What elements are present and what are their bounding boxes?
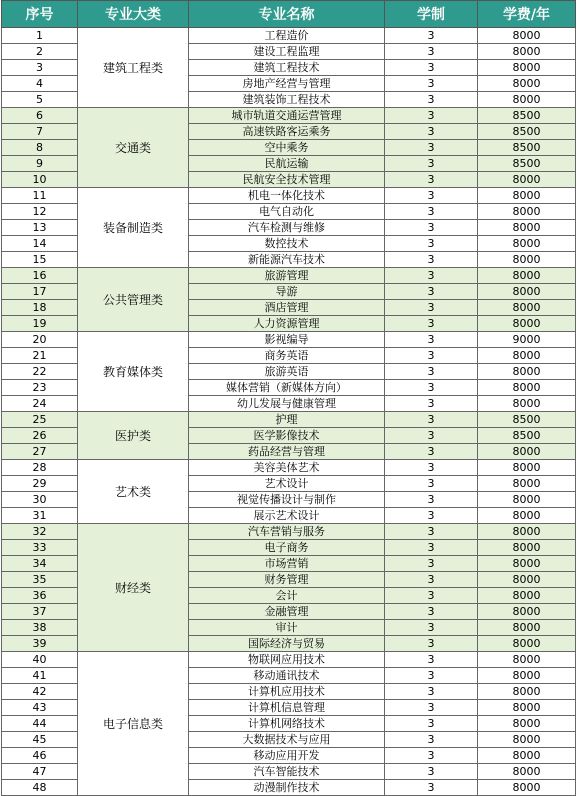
serial-no-cell: 15	[2, 252, 78, 268]
major-name-cell: 审计	[189, 620, 385, 636]
duration-cell: 3	[385, 572, 478, 588]
major-name-cell: 新能源汽车技术	[189, 252, 385, 268]
major-name-cell: 电子商务	[189, 540, 385, 556]
tuition-cell: 8000	[478, 172, 576, 188]
tuition-cell: 8000	[478, 188, 576, 204]
table-row	[2, 28, 576, 44]
table-row	[2, 268, 576, 284]
serial-no-cell: 24	[2, 396, 78, 412]
serial-no-cell: 48	[2, 780, 78, 796]
tuition-cell: 8000	[478, 716, 576, 732]
major-name-cell: 城市轨道交通运营管理	[189, 108, 385, 124]
tuition-cell: 8000	[478, 204, 576, 220]
tuition-cell: 8000	[478, 44, 576, 60]
serial-no-cell: 1	[2, 28, 78, 44]
tuition-cell: 8000	[478, 588, 576, 604]
tuition-cell: 8000	[478, 396, 576, 412]
major-name-cell: 艺术设计	[189, 476, 385, 492]
duration-cell: 3	[385, 684, 478, 700]
major-name-cell: 媒体营销（新媒体方向）	[189, 380, 385, 396]
duration-cell: 3	[385, 604, 478, 620]
major-name-cell: 汽车营销与服务	[189, 524, 385, 540]
major-name-cell: 金融管理	[189, 604, 385, 620]
major-name-cell: 房地产经营与管理	[189, 76, 385, 92]
tuition-cell: 8000	[478, 220, 576, 236]
tuition-cell: 8000	[478, 572, 576, 588]
serial-no-cell: 31	[2, 508, 78, 524]
category-cell: 艺术类	[78, 460, 189, 524]
major-name-cell: 药品经营与管理	[189, 444, 385, 460]
category-cell: 交通类	[78, 108, 189, 188]
major-name-cell: 汽车检测与维修	[189, 220, 385, 236]
major-name-cell: 空中乘务	[189, 140, 385, 156]
tuition-cell: 8000	[478, 684, 576, 700]
duration-cell: 3	[385, 620, 478, 636]
duration-cell: 3	[385, 92, 478, 108]
duration-cell: 3	[385, 492, 478, 508]
table-row	[2, 652, 576, 668]
tuition-cell: 8500	[478, 108, 576, 124]
serial-no-cell: 18	[2, 300, 78, 316]
category-cell: 教育媒体类	[78, 332, 189, 412]
major-name-cell: 美容美体艺术	[189, 460, 385, 476]
serial-no-cell: 27	[2, 444, 78, 460]
header-serial-no: 序号	[2, 1, 78, 28]
tuition-cell: 8000	[478, 236, 576, 252]
major-name-cell: 民航运输	[189, 156, 385, 172]
duration-cell: 3	[385, 444, 478, 460]
serial-no-cell: 13	[2, 220, 78, 236]
serial-no-cell: 46	[2, 748, 78, 764]
serial-no-cell: 2	[2, 44, 78, 60]
serial-no-cell: 36	[2, 588, 78, 604]
major-name-cell: 建筑工程技术	[189, 60, 385, 76]
serial-no-cell: 42	[2, 684, 78, 700]
duration-cell: 3	[385, 780, 478, 796]
tuition-cell: 8000	[478, 652, 576, 668]
major-name-cell: 人力资源管理	[189, 316, 385, 332]
tuition-cell: 8000	[478, 748, 576, 764]
header-tuition: 学费/年	[478, 1, 576, 28]
serial-no-cell: 44	[2, 716, 78, 732]
serial-no-cell: 7	[2, 124, 78, 140]
duration-cell: 3	[385, 284, 478, 300]
tuition-cell: 8000	[478, 268, 576, 284]
duration-cell: 3	[385, 188, 478, 204]
duration-cell: 3	[385, 140, 478, 156]
duration-cell: 3	[385, 76, 478, 92]
serial-no-cell: 38	[2, 620, 78, 636]
duration-cell: 3	[385, 748, 478, 764]
tuition-cell: 8500	[478, 428, 576, 444]
major-name-cell: 幼儿发展与健康管理	[189, 396, 385, 412]
major-name-cell: 旅游管理	[189, 268, 385, 284]
major-name-cell: 计算机应用技术	[189, 684, 385, 700]
header-category: 专业大类	[78, 1, 189, 28]
tuition-cell: 8000	[478, 556, 576, 572]
duration-cell: 3	[385, 108, 478, 124]
major-name-cell: 展示艺术设计	[189, 508, 385, 524]
serial-no-cell: 40	[2, 652, 78, 668]
serial-no-cell: 14	[2, 236, 78, 252]
major-name-cell: 物联网应用技术	[189, 652, 385, 668]
tuition-cell: 8000	[478, 364, 576, 380]
serial-no-cell: 3	[2, 60, 78, 76]
tuition-cell: 8000	[478, 252, 576, 268]
table-row	[2, 188, 576, 204]
duration-cell: 3	[385, 204, 478, 220]
duration-cell: 3	[385, 236, 478, 252]
serial-no-cell: 19	[2, 316, 78, 332]
serial-no-cell: 23	[2, 380, 78, 396]
duration-cell: 3	[385, 268, 478, 284]
tuition-cell: 8000	[478, 732, 576, 748]
header-duration: 学制	[385, 1, 478, 28]
tuition-cell: 8000	[478, 348, 576, 364]
tuition-cell: 8000	[478, 380, 576, 396]
serial-no-cell: 30	[2, 492, 78, 508]
duration-cell: 3	[385, 316, 478, 332]
serial-no-cell: 21	[2, 348, 78, 364]
duration-cell: 3	[385, 460, 478, 476]
tuition-table	[1, 0, 576, 796]
duration-cell: 3	[385, 172, 478, 188]
major-name-cell: 商务英语	[189, 348, 385, 364]
tuition-cell: 8000	[478, 60, 576, 76]
category-cell: 装备制造类	[78, 188, 189, 268]
serial-no-cell: 20	[2, 332, 78, 348]
major-name-cell: 市场营销	[189, 556, 385, 572]
duration-cell: 3	[385, 332, 478, 348]
duration-cell: 3	[385, 540, 478, 556]
serial-no-cell: 12	[2, 204, 78, 220]
major-name-cell: 动漫制作技术	[189, 780, 385, 796]
major-name-cell: 导游	[189, 284, 385, 300]
serial-no-cell: 4	[2, 76, 78, 92]
serial-no-cell: 9	[2, 156, 78, 172]
major-name-cell: 电气自动化	[189, 204, 385, 220]
serial-no-cell: 10	[2, 172, 78, 188]
major-name-cell: 计算机信息管理	[189, 700, 385, 716]
category-cell: 电子信息类	[78, 652, 189, 796]
duration-cell: 3	[385, 556, 478, 572]
tuition-cell: 8500	[478, 124, 576, 140]
duration-cell: 3	[385, 252, 478, 268]
serial-no-cell: 37	[2, 604, 78, 620]
tuition-cell: 8000	[478, 476, 576, 492]
table-row	[2, 332, 576, 348]
duration-cell: 3	[385, 380, 478, 396]
tuition-cell: 8000	[478, 764, 576, 780]
serial-no-cell: 39	[2, 636, 78, 652]
tuition-cell: 8000	[478, 508, 576, 524]
tuition-cell: 8000	[478, 316, 576, 332]
duration-cell: 3	[385, 636, 478, 652]
header-major-name: 专业名称	[189, 1, 385, 28]
major-name-cell: 建设工程监理	[189, 44, 385, 60]
tuition-cell: 8000	[478, 636, 576, 652]
duration-cell: 3	[385, 412, 478, 428]
serial-no-cell: 16	[2, 268, 78, 284]
tuition-cell: 8000	[478, 444, 576, 460]
tuition-cell: 8000	[478, 492, 576, 508]
serial-no-cell: 17	[2, 284, 78, 300]
duration-cell: 3	[385, 364, 478, 380]
major-name-cell: 建筑装饰工程技术	[189, 92, 385, 108]
duration-cell: 3	[385, 396, 478, 412]
category-cell: 财经类	[78, 524, 189, 652]
duration-cell: 3	[385, 60, 478, 76]
category-cell: 医护类	[78, 412, 189, 460]
duration-cell: 3	[385, 764, 478, 780]
category-cell: 建筑工程类	[78, 28, 189, 108]
tuition-cell: 8000	[478, 76, 576, 92]
tuition-cell: 8500	[478, 140, 576, 156]
serial-no-cell: 29	[2, 476, 78, 492]
major-name-cell: 移动通讯技术	[189, 668, 385, 684]
major-name-cell: 民航安全技术管理	[189, 172, 385, 188]
duration-cell: 3	[385, 300, 478, 316]
major-name-cell: 机电一体化技术	[189, 188, 385, 204]
category-cell: 公共管理类	[78, 268, 189, 332]
tuition-cell: 8000	[478, 780, 576, 796]
tuition-cell: 8000	[478, 700, 576, 716]
duration-cell: 3	[385, 716, 478, 732]
serial-no-cell: 32	[2, 524, 78, 540]
tuition-cell: 9000	[478, 332, 576, 348]
table-row	[2, 108, 576, 124]
duration-cell: 3	[385, 652, 478, 668]
major-name-cell: 影视编导	[189, 332, 385, 348]
serial-no-cell: 28	[2, 460, 78, 476]
serial-no-cell: 45	[2, 732, 78, 748]
duration-cell: 3	[385, 508, 478, 524]
major-name-cell: 视觉传播设计与制作	[189, 492, 385, 508]
major-name-cell: 财务管理	[189, 572, 385, 588]
duration-cell: 3	[385, 668, 478, 684]
header-row	[2, 1, 576, 28]
tuition-cell: 8500	[478, 412, 576, 428]
duration-cell: 3	[385, 524, 478, 540]
tuition-cell: 8000	[478, 604, 576, 620]
duration-cell: 3	[385, 156, 478, 172]
duration-cell: 3	[385, 588, 478, 604]
major-name-cell: 医学影像技术	[189, 428, 385, 444]
major-name-cell: 移动应用开发	[189, 748, 385, 764]
duration-cell: 3	[385, 732, 478, 748]
major-name-cell: 酒店管理	[189, 300, 385, 316]
serial-no-cell: 33	[2, 540, 78, 556]
duration-cell: 3	[385, 348, 478, 364]
major-name-cell: 国际经济与贸易	[189, 636, 385, 652]
serial-no-cell: 35	[2, 572, 78, 588]
tuition-cell: 8000	[478, 28, 576, 44]
major-name-cell: 护理	[189, 412, 385, 428]
duration-cell: 3	[385, 700, 478, 716]
major-name-cell: 高速铁路客运乘务	[189, 124, 385, 140]
tuition-cell: 8000	[478, 668, 576, 684]
table-row	[2, 524, 576, 540]
serial-no-cell: 8	[2, 140, 78, 156]
tuition-cell: 8000	[478, 524, 576, 540]
tuition-cell: 8000	[478, 92, 576, 108]
tuition-cell: 8000	[478, 284, 576, 300]
duration-cell: 3	[385, 44, 478, 60]
major-name-cell: 工程造价	[189, 28, 385, 44]
serial-no-cell: 43	[2, 700, 78, 716]
serial-no-cell: 34	[2, 556, 78, 572]
table-body	[2, 28, 576, 796]
serial-no-cell: 41	[2, 668, 78, 684]
duration-cell: 3	[385, 476, 478, 492]
major-name-cell: 大数据技术与应用	[189, 732, 385, 748]
duration-cell: 3	[385, 28, 478, 44]
table-row	[2, 412, 576, 428]
serial-no-cell: 5	[2, 92, 78, 108]
duration-cell: 3	[385, 220, 478, 236]
major-name-cell: 旅游英语	[189, 364, 385, 380]
major-name-cell: 数控技术	[189, 236, 385, 252]
tuition-cell: 8500	[478, 156, 576, 172]
serial-no-cell: 25	[2, 412, 78, 428]
serial-no-cell: 22	[2, 364, 78, 380]
tuition-cell: 8000	[478, 300, 576, 316]
serial-no-cell: 11	[2, 188, 78, 204]
serial-no-cell: 47	[2, 764, 78, 780]
serial-no-cell: 6	[2, 108, 78, 124]
major-name-cell: 汽车智能技术	[189, 764, 385, 780]
major-name-cell: 会计	[189, 588, 385, 604]
table-row	[2, 460, 576, 476]
tuition-cell: 8000	[478, 620, 576, 636]
tuition-cell: 8000	[478, 460, 576, 476]
duration-cell: 3	[385, 124, 478, 140]
serial-no-cell: 26	[2, 428, 78, 444]
tuition-cell: 8000	[478, 540, 576, 556]
duration-cell: 3	[385, 428, 478, 444]
major-name-cell: 计算机网络技术	[189, 716, 385, 732]
